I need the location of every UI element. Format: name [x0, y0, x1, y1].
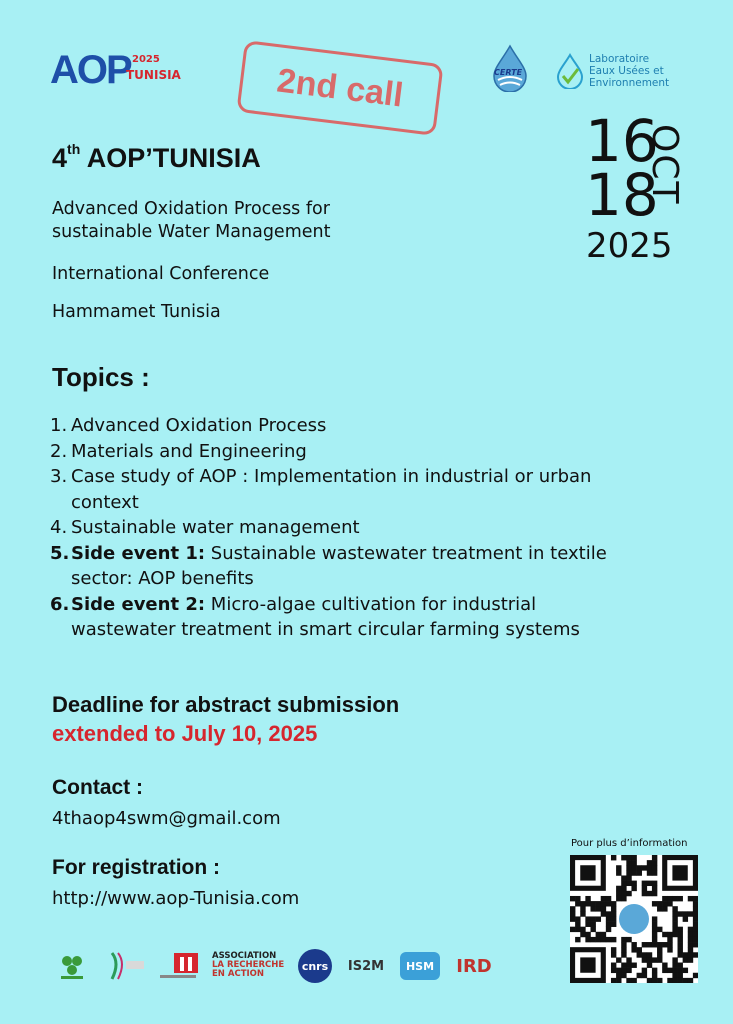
aop-tunisia-logo: [50, 48, 181, 94]
topic-number: 3.: [50, 466, 68, 487]
labo-line2: Eaux Usées et: [589, 65, 664, 77]
topic-text: Advanced Oxidation Process: [71, 415, 327, 436]
title-sup: th: [67, 141, 81, 157]
topic-body: [71, 541, 610, 592]
conference-type: International Conference: [52, 264, 270, 284]
deadline-line2: extended to July 10, 2025: [52, 721, 318, 746]
certe-logo-text: CERTE: [494, 68, 523, 77]
title-name: AOP’TUNISIA: [80, 143, 261, 173]
topic-item: [50, 413, 610, 439]
topic-body: [71, 413, 326, 439]
topic-body: [71, 592, 610, 643]
aop-logo-year: 2025: [132, 54, 160, 65]
deadline-line1: Deadline for abstract submission: [52, 692, 400, 717]
topic-number: 4.: [50, 517, 68, 538]
day-end: 18: [585, 161, 659, 229]
water-drop-check-icon: [555, 53, 585, 89]
day-start: 16: [585, 107, 659, 175]
topic-text: Sustainable wastewater treatment in textile sector: AOP benefits: [71, 542, 607, 589]
conference-title: [52, 143, 261, 174]
topic-item: [50, 515, 610, 541]
cnrs-logo: cnrs: [298, 949, 332, 983]
topic-number: 5.: [50, 542, 70, 564]
hsm-logo: HSM: [400, 952, 440, 980]
qr-code[interactable]: [570, 855, 698, 983]
partner-logo-2: [104, 951, 148, 981]
topic-text: Case study of AOP : Implementation in industrial or urban context: [71, 466, 592, 513]
stamp-text: 2nd call: [274, 60, 406, 115]
topic-item: [50, 464, 610, 515]
title-number: 4: [52, 143, 68, 173]
assoc-line2: LA RECHERCHE: [212, 960, 285, 970]
registration-url[interactable]: http://www.aop-Tunisia.com: [52, 888, 300, 909]
partner-logo-1: [50, 951, 94, 981]
date-month: OCT: [644, 124, 685, 206]
labo-eaux-usees-logo: [555, 50, 685, 92]
qr-caption: Pour plus d’information: [571, 838, 688, 849]
association-recherche-logo: [212, 948, 288, 984]
registration-label: For registration :: [52, 856, 221, 879]
topic-body: [71, 515, 360, 541]
labo-line1: Laboratoire: [589, 53, 650, 65]
topic-text: Materials and Engineering: [71, 440, 307, 462]
assoc-line1: ASSOCIATION: [212, 951, 277, 961]
topic-item: [50, 592, 610, 643]
partner-logos: [50, 946, 530, 986]
topic-body: [71, 439, 307, 465]
subtitle-line1: Advanced Oxidation Process for: [52, 199, 330, 219]
deadline-block: [52, 690, 399, 748]
is2m-logo: IS2M: [347, 958, 385, 974]
conference-location: Hammamet Tunisia: [52, 302, 221, 322]
topic-text: Sustainable water management: [71, 517, 360, 538]
topic-bold-label: Side event 2:: [71, 593, 206, 615]
topic-item: [50, 439, 610, 465]
topic-number: 6.: [50, 593, 70, 615]
topic-item: [50, 541, 610, 592]
topic-number: 2.: [50, 440, 68, 462]
aop-logo-country: TUNISIA: [126, 68, 181, 82]
certe-logo: [488, 44, 532, 92]
labo-line3: Environnement: [589, 77, 670, 89]
subtitle-line2: sustainable Water Management: [52, 222, 331, 242]
aop-logo-main: AOP: [50, 48, 131, 92]
date-year: 2025: [586, 226, 673, 266]
conference-subtitle: [52, 198, 330, 244]
partner-logo-3: [158, 951, 202, 981]
assoc-line3: EN ACTION: [212, 969, 264, 979]
topics-list: [50, 413, 610, 643]
topic-number: 1.: [50, 415, 68, 436]
ird-logo: IRD: [456, 955, 492, 977]
contact-label: Contact :: [52, 776, 143, 799]
second-call-stamp: [236, 40, 443, 136]
topic-text: Micro-algae cultivation for industrial wastewater treatment in smart circular farming systems: [71, 593, 580, 640]
contact-email[interactable]: 4thaop4swm@gmail.com: [52, 808, 281, 829]
topic-body: [71, 464, 610, 515]
topic-bold-label: Side event 1:: [71, 542, 206, 564]
topics-heading: Topics :: [52, 362, 150, 392]
